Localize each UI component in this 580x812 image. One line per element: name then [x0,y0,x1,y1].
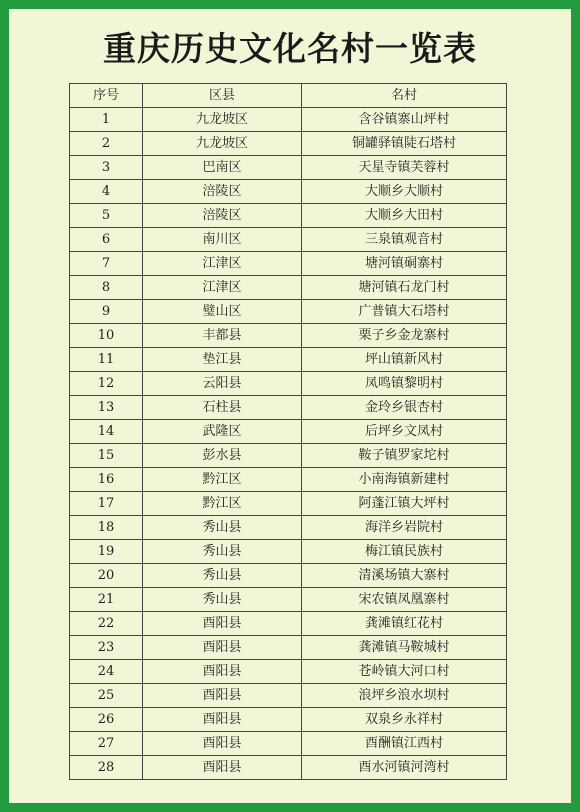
header-district: 区县 [143,84,302,108]
table-row [70,612,507,636]
cell-village: 铜罐驿镇陡石塔村 [302,132,507,156]
cell-district: 九龙坡区 [143,108,302,132]
cell-district: 九龙坡区 [143,132,302,156]
cell-district: 酉阳县 [143,612,302,636]
table-row [70,132,507,156]
cell-village: 清溪场镇大寨村 [302,564,507,588]
cell-index: 9 [70,300,143,324]
cell-district: 石柱县 [143,396,302,420]
cell-index: 28 [70,756,143,780]
cell-village: 龚滩镇马鞍城村 [302,636,507,660]
cell-district: 酉阳县 [143,660,302,684]
cell-index: 17 [70,492,143,516]
table-row [70,660,507,684]
cell-index: 2 [70,132,143,156]
page-title: 重庆历史文化名村一览表 [103,29,477,68]
table-row [70,300,507,324]
cell-village: 宋农镇凤凰寨村 [302,588,507,612]
cell-village: 塘河镇石龙门村 [302,276,507,300]
cell-district: 酉阳县 [143,684,302,708]
cell-index: 26 [70,708,143,732]
table-row [70,636,507,660]
table-row [70,684,507,708]
table-row [70,492,507,516]
cell-index: 21 [70,588,143,612]
cell-village: 酉水河镇河湾村 [302,756,507,780]
cell-district: 涪陵区 [143,204,302,228]
cell-index: 5 [70,204,143,228]
cell-index: 14 [70,420,143,444]
cell-district: 江津区 [143,276,302,300]
cell-index: 13 [70,396,143,420]
table-row [70,156,507,180]
cell-village: 小南海镇新建村 [302,468,507,492]
page-frame [9,9,571,803]
table-header-row [70,84,507,108]
cell-index: 19 [70,540,143,564]
table-row [70,276,507,300]
table-row [70,108,507,132]
table-row [70,756,507,780]
cell-district: 云阳县 [143,372,302,396]
cell-village: 苍岭镇大河口村 [302,660,507,684]
table-row [70,348,507,372]
cell-village: 鞍子镇罗家坨村 [302,444,507,468]
cell-village: 坪山镇新风村 [302,348,507,372]
table-row [70,204,507,228]
cell-district: 黔江区 [143,492,302,516]
table-row [70,252,507,276]
cell-village: 双泉乡永祥村 [302,708,507,732]
table-row [70,516,507,540]
cell-village: 金玲乡银杏村 [302,396,507,420]
cell-index: 6 [70,228,143,252]
cell-district: 璧山区 [143,300,302,324]
cell-village: 大顺乡大田村 [302,204,507,228]
cell-district: 酉阳县 [143,636,302,660]
table-row [70,588,507,612]
cell-district: 秀山县 [143,588,302,612]
cell-district: 江津区 [143,252,302,276]
cell-district: 南川区 [143,228,302,252]
table-row [70,420,507,444]
cell-index: 12 [70,372,143,396]
header-index: 序号 [70,84,143,108]
cell-index: 7 [70,252,143,276]
cell-index: 16 [70,468,143,492]
table-row [70,324,507,348]
table-row [70,444,507,468]
cell-village: 酉酬镇江西村 [302,732,507,756]
cell-village: 广普镇大石塔村 [302,300,507,324]
cell-village: 含谷镇寨山坪村 [302,108,507,132]
cell-district: 丰都县 [143,324,302,348]
cell-index: 15 [70,444,143,468]
table-row [70,708,507,732]
table-row [70,396,507,420]
cell-district: 秀山县 [143,564,302,588]
cell-village: 梅江镇民族村 [302,540,507,564]
cell-district: 垫江县 [143,348,302,372]
cell-district: 酉阳县 [143,732,302,756]
cell-index: 18 [70,516,143,540]
cell-district: 黔江区 [143,468,302,492]
cell-village: 龚滩镇红花村 [302,612,507,636]
cell-village: 塘河镇硐寨村 [302,252,507,276]
table-row [70,228,507,252]
cell-village: 后坪乡文凤村 [302,420,507,444]
cell-index: 24 [70,660,143,684]
cell-district: 彭水县 [143,444,302,468]
header-village: 名村 [302,84,507,108]
cell-district: 涪陵区 [143,180,302,204]
cell-district: 秀山县 [143,516,302,540]
cell-index: 27 [70,732,143,756]
table-row [70,180,507,204]
cell-index: 23 [70,636,143,660]
cell-index: 3 [70,156,143,180]
cell-index: 20 [70,564,143,588]
cell-district: 酉阳县 [143,708,302,732]
cell-district: 武隆区 [143,420,302,444]
cell-village: 三泉镇观音村 [302,228,507,252]
cell-village: 大顺乡大顺村 [302,180,507,204]
cell-district: 巴南区 [143,156,302,180]
table-row [70,564,507,588]
cell-index: 4 [70,180,143,204]
table-row [70,732,507,756]
cell-index: 25 [70,684,143,708]
cell-village: 阿蓬江镇大坪村 [302,492,507,516]
cell-index: 10 [70,324,143,348]
table-row [70,540,507,564]
cell-village: 栗子乡金龙寨村 [302,324,507,348]
cell-district: 秀山县 [143,540,302,564]
cell-village: 海洋乡岩院村 [302,516,507,540]
cell-district: 酉阳县 [143,756,302,780]
cell-index: 8 [70,276,143,300]
cell-village: 凤鸣镇黎明村 [302,372,507,396]
table-row [70,372,507,396]
cell-index: 22 [70,612,143,636]
table-row [70,468,507,492]
cell-village: 天星寺镇芙蓉村 [302,156,507,180]
cell-index: 1 [70,108,143,132]
villages-table [69,83,507,780]
cell-index: 11 [70,348,143,372]
cell-village: 浪坪乡浪水坝村 [302,684,507,708]
